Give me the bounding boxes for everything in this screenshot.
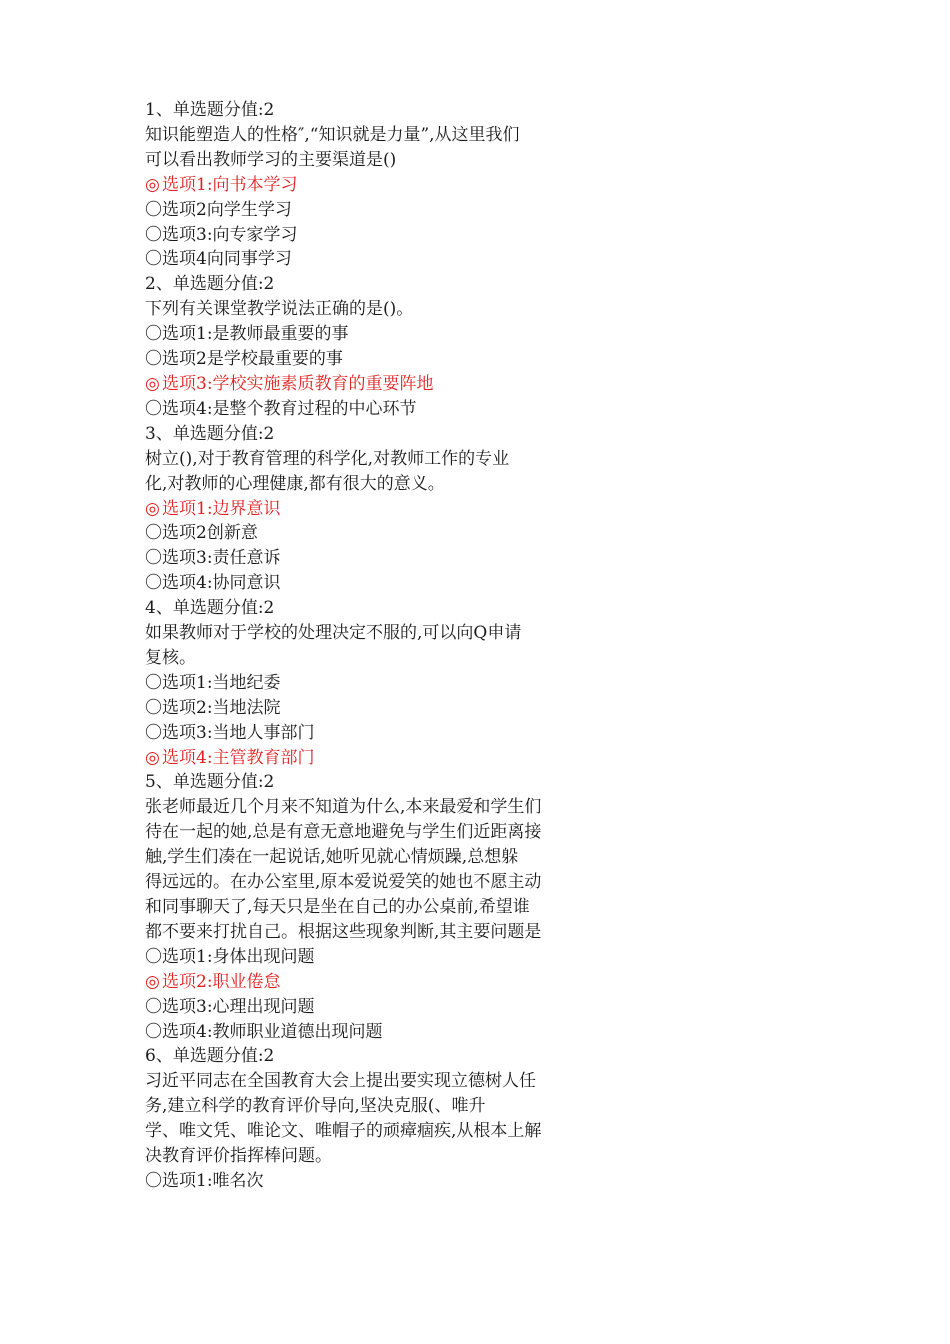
radio-icon: 〇 — [145, 398, 162, 419]
option-2[interactable] — [145, 198, 605, 223]
option-label: 选项1:是教师最重要的事 — [162, 324, 349, 345]
question-stem: 习近平同志在全国教育大会上提出要实现立德树人任 — [145, 1071, 536, 1092]
question-stem: 学、唯文凭、唯论文、唯帽子的顽瘴痼疾,从根本上解 — [145, 1121, 542, 1142]
radio-icon: 〇 — [145, 722, 162, 743]
option-2[interactable] — [145, 347, 605, 372]
option-1-correct[interactable] — [145, 497, 605, 522]
option-label: 选项4:协同意识 — [162, 573, 281, 594]
question-4 — [145, 596, 605, 770]
radio-icon: 〇 — [145, 1170, 162, 1191]
option-2[interactable] — [145, 521, 605, 546]
radio-icon: 〇 — [145, 523, 162, 544]
radio-icon: 〇 — [145, 199, 162, 220]
option-label: 选项4:主管教育部门 — [162, 747, 315, 768]
radio-icon: 〇 — [145, 573, 162, 594]
option-label: 选项3:学校实施素质教育的重要阵地 — [162, 373, 434, 394]
option-label: 选项1:唯名次 — [162, 1170, 264, 1191]
option-label: 选项3:责任意诉 — [162, 548, 281, 569]
question-stem: 待在一起的她,总是有意无意地避免与学生们近距离接 — [145, 822, 542, 843]
question-stem: 复核。 — [145, 647, 196, 668]
option-1[interactable] — [145, 945, 605, 970]
question-stem: 如果教师对于学校的处理决定不服的,可以向Q申请 — [145, 623, 522, 644]
option-4[interactable] — [145, 397, 605, 422]
option-label: 选项2是学校最重要的事 — [162, 349, 343, 370]
selected-radio-icon: ◎ — [145, 373, 160, 394]
question-stem: 可以看出教师学习的主要渠道是() — [145, 149, 397, 170]
question-header: 2、单选题分值:2 — [145, 274, 275, 295]
selected-radio-icon: ◎ — [145, 174, 160, 195]
option-1[interactable] — [145, 671, 605, 696]
option-label: 选项3:当地人事部门 — [162, 722, 315, 743]
option-2[interactable] — [145, 696, 605, 721]
question-stem: 务,建立科学的教育评价导向,坚决克服(、唯升 — [145, 1096, 486, 1117]
radio-icon: 〇 — [145, 996, 162, 1017]
radio-icon: 〇 — [145, 548, 162, 569]
question-stem: 得远远的。在办公室里,原本爱说爱笑的她也不愿主动 — [145, 872, 542, 893]
question-header: 1、单选题分值:2 — [145, 100, 275, 120]
option-label: 选项2:当地法院 — [162, 697, 281, 718]
question-5 — [145, 770, 605, 1044]
radio-icon: 〇 — [145, 946, 162, 967]
question-1 — [145, 98, 605, 272]
option-label: 选项3:向专家学习 — [162, 224, 298, 245]
option-3[interactable] — [145, 223, 605, 248]
option-3-correct[interactable] — [145, 372, 605, 397]
question-6 — [145, 1044, 605, 1193]
option-label: 选项4向同事学习 — [162, 249, 292, 270]
question-stem: 张老师最近几个月来不知道为什么,本来最爱和学生们 — [145, 797, 542, 818]
question-stem: 下列有关课堂教学说法正确的是()。 — [145, 299, 414, 320]
question-stem: 化,对教师的心理健康,都有很大的意义。 — [145, 473, 445, 494]
radio-icon: 〇 — [145, 697, 162, 718]
radio-icon: 〇 — [145, 349, 162, 370]
question-header: 6、单选题分值:2 — [145, 1046, 275, 1067]
option-label: 选项2创新意 — [162, 523, 258, 544]
option-3[interactable] — [145, 721, 605, 746]
question-stem: 都不要来打扰自己。根据这些现象判断,其主要问题是 — [145, 921, 542, 942]
question-header: 3、单选题分值:2 — [145, 423, 275, 444]
radio-icon: 〇 — [145, 224, 162, 245]
selected-radio-icon: ◎ — [145, 498, 160, 519]
option-4[interactable] — [145, 1020, 605, 1045]
option-label: 选项1:当地纪委 — [162, 672, 281, 693]
selected-radio-icon: ◎ — [145, 971, 160, 992]
option-label: 选项3:心理出现问题 — [162, 996, 315, 1017]
selected-radio-icon: ◎ — [145, 747, 160, 768]
option-1-correct[interactable] — [145, 173, 605, 198]
option-label: 选项4:教师职业道德出现问题 — [162, 1021, 383, 1042]
option-label: 选项2向学生学习 — [162, 199, 292, 220]
radio-icon: 〇 — [145, 249, 162, 270]
option-1[interactable] — [145, 1169, 605, 1194]
question-stem: 知识能塑造人的性格″,“知识就是力量”,从这里我们 — [145, 124, 520, 145]
document-page — [145, 98, 605, 1194]
option-label: 选项2:职业倦怠 — [162, 971, 281, 992]
option-label: 选项1:边界意识 — [162, 498, 281, 519]
option-label: 选项4:是整个教育过程的中心环节 — [162, 398, 417, 419]
question-2 — [145, 272, 605, 421]
question-stem: 触,学生们凑在一起说话,她听见就心情烦躁,总想躲 — [145, 847, 519, 868]
option-3[interactable] — [145, 995, 605, 1020]
radio-icon: 〇 — [145, 1021, 162, 1042]
option-4-correct[interactable] — [145, 746, 605, 771]
option-4[interactable] — [145, 571, 605, 596]
option-4[interactable] — [145, 247, 605, 272]
radio-icon: 〇 — [145, 324, 162, 345]
option-2-correct[interactable] — [145, 970, 605, 995]
question-3 — [145, 422, 605, 596]
option-label: 选项1:向书本学习 — [162, 174, 298, 195]
option-1[interactable] — [145, 322, 605, 347]
question-header: 5、单选题分值:2 — [145, 772, 275, 793]
question-stem: 树立(),对于教育管理的科学化,对教师工作的专业 — [145, 448, 510, 469]
question-header: 4、单选题分值:2 — [145, 598, 275, 619]
question-stem: 决教育评价指挥棒问题。 — [145, 1146, 332, 1167]
question-stem: 和同事聊天了,每天只是坐在自己的办公桌前,希望谁 — [145, 897, 530, 917]
option-label: 选项1:身体出现问题 — [162, 946, 315, 967]
radio-icon: 〇 — [145, 672, 162, 693]
option-3[interactable] — [145, 546, 605, 571]
